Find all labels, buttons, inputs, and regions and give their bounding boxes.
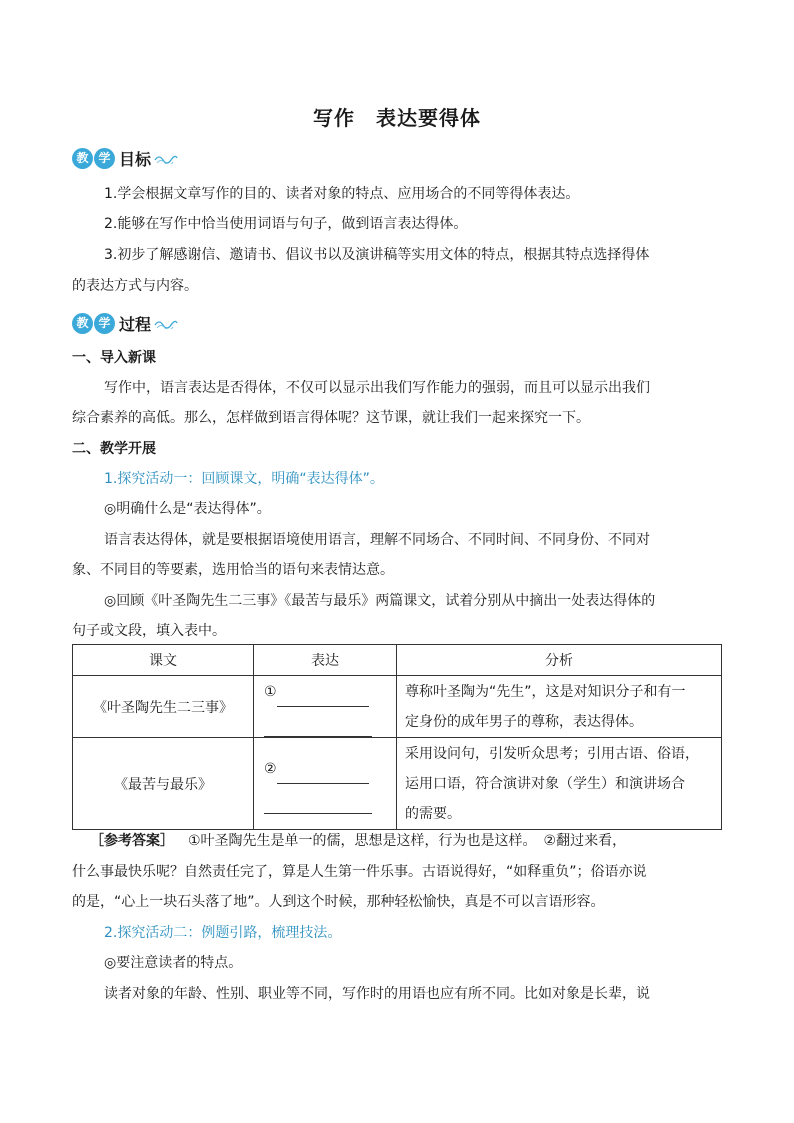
heading-intro: 一、导入新课 [72, 350, 156, 366]
comparison-table [72, 644, 722, 830]
table-cell-text: 《叶圣陶先生二三事》 [73, 676, 254, 738]
reference-answer-line [90, 831, 626, 851]
answer-blank-cell [254, 676, 397, 738]
activity-one-heading: 1.探究活动一：回顾课文，明确“表达得体”。 [104, 471, 384, 487]
page-title: 写作 表达要得体 [313, 106, 481, 130]
activity-two-heading: 2.探究活动二：例题引路，梳理技法。 [104, 925, 342, 941]
paragraph-line: 读者对象的年龄、性别、职业等不同，写作时的用语也应有所不同。比如对象是长辈，说 [104, 986, 650, 1002]
goal-item: 1.学会根据文章写作的目的、读者对象的特点、应用场合的不同等得体表达。 [104, 186, 580, 202]
table-header-cell: 表达 [254, 645, 397, 676]
answer-blank-cell [254, 738, 397, 830]
section-label-process: 过程 [119, 314, 152, 334]
clarify-note: ◎明确什么是“表达得体”。 [104, 501, 271, 517]
table-row [73, 676, 722, 738]
table-cell-text: 《最苦与最乐》 [73, 738, 254, 830]
reference-answer-label: ［参考答案］ [90, 833, 174, 849]
paragraph-line: 象、不同目的等要素，选用恰当的语句来表情达意。 [72, 562, 394, 578]
paragraph-line: 句子或文段，填入表中。 [72, 623, 226, 639]
paragraph-line: 综合素养的高低。那么，怎样做到语言得体呢？这节课，就让我们一起来探究一下。 [72, 410, 590, 426]
section-header-goals [72, 146, 178, 170]
wave-ornament-icon [154, 317, 178, 329]
paragraph-line: 语言表达得体，就是要根据语境使用语言，理解不同场合、不同时间、不同身份、不同对 [104, 532, 650, 548]
badge-char: 教 [72, 313, 93, 334]
analysis-line: 采用设问句，引发听众思考；引用古语、俗语， [405, 745, 699, 762]
goal-item: 2.能够在写作中恰当使用词语与句子，做到语言表达得体。 [104, 216, 468, 232]
blank-line[interactable] [264, 720, 372, 737]
answer-text: 的是，“心上一块石头落了地”。人到这个时候，那种轻松愉快，真是不可以言语形容。 [72, 894, 605, 910]
heading-teaching: 二、教学开展 [72, 441, 156, 457]
table-header-cell: 分析 [397, 645, 722, 676]
badge-char: 学 [94, 148, 115, 169]
reader-note: ◎要注意读者的特点。 [104, 955, 243, 971]
blank-marker: ② [264, 760, 277, 777]
analysis-line: 尊称叶圣陶为“先生”，这是对知识分子和有一 [405, 683, 686, 700]
table-cell-analysis [397, 676, 722, 738]
analysis-line: 定身份的成年男子的尊称，表达得体。 [405, 713, 643, 730]
blank-line[interactable] [277, 690, 369, 707]
answer-text: ①叶圣陶先生是单一的儒，思想是这样，行为也是这样。 ②翻过来看， [188, 833, 627, 849]
section-label-goals: 目标 [119, 149, 152, 169]
blank-line[interactable] [277, 767, 369, 784]
badge-char: 学 [94, 313, 115, 334]
badge-char: 教 [72, 148, 93, 169]
blank-marker: ① [264, 683, 277, 700]
table-row [73, 738, 722, 830]
analysis-line: 的需要。 [405, 805, 461, 822]
section-header-process [72, 311, 178, 335]
goal-item: 3.初步了解感谢信、邀请书、倡议书以及演讲稿等实用文体的特点，根据其特点选择得体 [104, 247, 650, 263]
table-header-row [73, 645, 722, 676]
goal-item-continued: 的表达方式与内容。 [72, 278, 198, 294]
wave-ornament-icon [154, 152, 178, 164]
review-note: ◎回顾《叶圣陶先生二三事》《最苦与最乐》两篇课文，试着分别从中摘出一处表达得体的 [104, 593, 656, 609]
table-header-cell: 课文 [73, 645, 254, 676]
blank-line[interactable] [264, 797, 372, 814]
answer-text: 什么事最快乐呢？自然责任完了，算是人生第一件乐事。古语说得好，“如释重负”；俗语亦说 [72, 864, 647, 880]
table-cell-analysis [397, 738, 722, 830]
paragraph-line: 写作中，语言表达是否得体，不仅可以显示出我们写作能力的强弱，而且可以显示出我们 [104, 380, 650, 396]
analysis-line: 运用口语，符合演讲对象（学生）和演讲场合 [405, 775, 685, 792]
